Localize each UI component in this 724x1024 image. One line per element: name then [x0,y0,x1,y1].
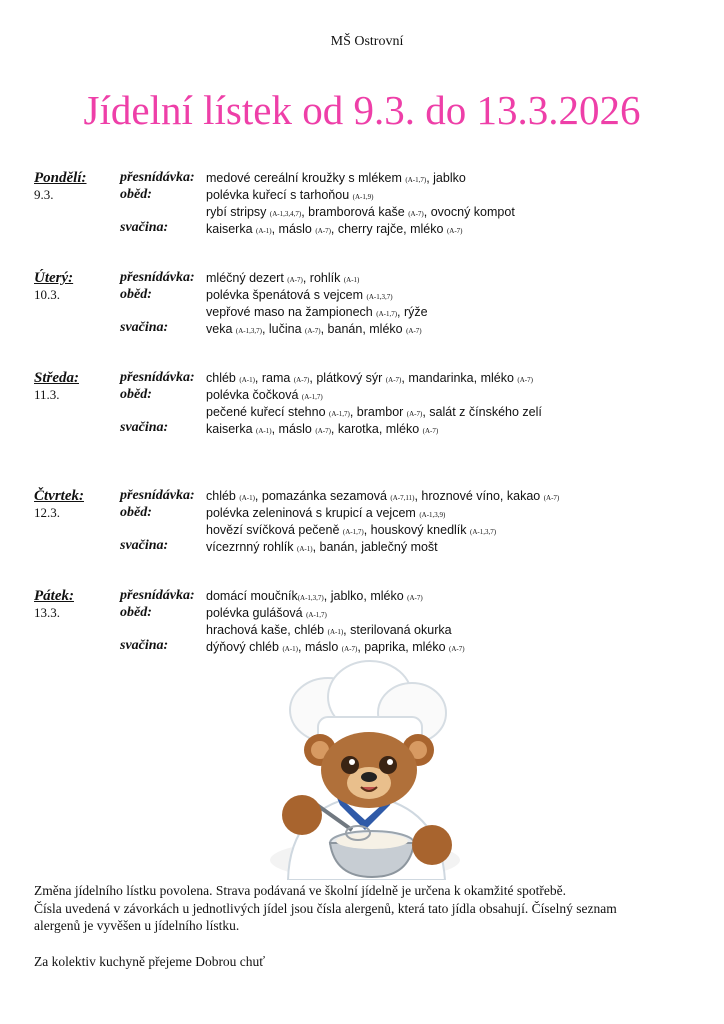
allergen-code: (A-1) [297,545,313,553]
dish-text: , cherry rajče, mléko [330,222,447,236]
menu-item-row [206,404,542,422]
meal-label-lunch: oběd: [120,387,152,402]
day-date: 13.3. [34,605,60,620]
day-date: 9.3. [34,187,54,202]
meal-label-snack-am: přesnídávka: [120,270,195,285]
dish-text: , jablko [426,171,466,185]
allergen-code: (A-1,3,9) [419,511,446,519]
allergen-code: (A-1) [327,628,344,636]
meal-label-lunch: oběd: [120,287,152,302]
dish-text: chléb [206,371,240,385]
menu-item-row [206,622,452,640]
allergen-code: (A-1,3,7) [470,528,497,536]
allergen-code: (A-1,3,7) [366,293,393,301]
menu-item-row [206,522,496,540]
dish-text: , bramborová kaše [301,205,409,219]
dish-text: , karotka, mléko [330,422,423,436]
dish-text: chléb [206,489,240,503]
menu-item-row [206,505,445,523]
allergen-code: (A-1) [282,645,298,653]
dish-text: kaiserka [206,422,257,436]
meal-label-snack-am: přesnídávka: [120,370,195,385]
menu-item-row [206,588,423,606]
allergen-code: (A-7) [305,327,321,335]
dish-text: , rýže [397,305,428,319]
dish-text: , plátkový sýr [309,371,386,385]
dish-text: dýňový chléb [206,640,283,654]
day-date: 10.3. [34,287,60,302]
dish-text: rybí stripsy [206,205,270,219]
allergen-code: (A-7) [406,410,423,418]
dish-text: , mandarinka, mléko [401,371,518,385]
dish-text: polévka zeleninová s krupicí a vejcem [206,506,420,520]
dish-text: , brambor [349,405,407,419]
menu-item-row [206,304,428,322]
dish-text: , máslo [298,640,342,654]
allergen-code: (A-1,7) [306,611,327,619]
meal-label-snack-pm: svačina: [120,420,169,435]
allergen-code: (A-1) [343,276,360,284]
day-name: Středa: [34,370,79,386]
meal-label-lunch: oběd: [120,605,152,620]
meal-label-snack-am: přesnídávka: [120,170,195,185]
menu-item-row [206,539,438,557]
dish-text: polévka gulášová [206,606,307,620]
dish-text: , houskový knedlík [363,523,471,537]
allergen-code: (A-7,11) [390,494,415,502]
allergen-code: (A-1,7) [329,410,350,418]
meal-label-lunch: oběd: [120,187,152,202]
dish-text: , jablko, mléko [323,589,408,603]
dish-text: , banán, jablečný mošt [312,540,438,554]
meal-label-lunch: oběd: [120,505,152,520]
dish-text: medové cereální kroužky s mlékem [206,171,406,185]
allergen-code: (A-1,7) [376,310,398,318]
menu-item-row [206,170,466,188]
menu-item-row [206,204,515,222]
footer-line: alergenů je vyvěšen u jídelního lístku. [34,918,240,933]
allergen-code: (A-7) [315,427,331,435]
dish-text: vepřové maso na žampionech [206,305,377,319]
day-date: 12.3. [34,505,60,520]
allergen-code: (A-7) [408,210,424,218]
allergen-code: (A-7) [385,376,402,384]
allergen-code: (A-1,7) [301,393,323,401]
allergen-code: (A-7) [407,594,423,602]
dish-text: , ovocný kompot [423,205,515,219]
dish-text: , paprika, mléko [357,640,450,654]
dish-text: mléčný dezert [206,271,288,285]
dish-text: , máslo [271,222,316,236]
allergen-code: (A-7) [406,327,422,335]
meal-label-snack-am: přesnídávka: [120,488,195,503]
allergen-code: (A-1) [239,376,255,384]
dish-text: , salát z čínského zelí [422,405,542,419]
meal-label-snack-pm: svačina: [120,638,169,653]
allergen-code: (A-1,3,4,7) [269,210,302,218]
dish-text: hrachová kaše, chléb [206,623,328,637]
dish-text: hovězí svíčková pečeně [206,523,343,537]
menu-item-row [206,488,559,506]
menu-item-row [206,187,373,205]
allergen-code: (A-1) [256,227,272,235]
allergen-code: (A-7) [449,645,465,653]
dish-text: kaiserka [206,222,257,236]
dish-text: vícezrnný rohlík [206,540,298,554]
allergen-code: (A-7) [422,427,439,435]
menu-item-row [206,387,323,405]
greeting: Za kolektiv kuchyně přejeme Dobrou chuť [34,954,266,969]
allergen-code: (A-7) [287,276,303,284]
meal-label-snack-pm: svačina: [120,220,169,235]
dish-text: , rohlík [302,271,344,285]
dish-text: , lučina [261,322,306,336]
allergen-code: (A-7) [341,645,358,653]
allergen-code: (A-1,7) [405,176,427,184]
day-name: Čtvrtek: [34,488,84,504]
day-name: Pátek: [34,588,74,604]
meal-label-snack-pm: svačina: [120,538,169,553]
menu-item-row [206,370,533,388]
menu-item-row [206,605,327,623]
dish-text: , hroznové víno, kakao [414,489,544,503]
dish-text: , sterilovaná okurka [343,623,452,637]
menu-item-row [206,421,438,439]
dish-text: pečené kuřecí stehno [206,405,329,419]
day-name: Úterý: [34,270,74,286]
allergen-code: (A-7) [517,376,533,384]
chef-bear-icon [240,655,490,880]
allergen-code: (A-1,3,7) [235,327,262,335]
dish-text: veka [206,322,236,336]
menu-item-row [206,270,359,288]
dish-text: , pomazánka sezamová [254,489,391,503]
allergen-code: (A-7) [543,494,560,502]
dish-text: , banán, mléko [320,322,407,336]
dish-text: , rama [254,371,294,385]
allergen-code: (A-1) [256,427,272,435]
dish-text: polévka špenátová s vejcem [206,288,367,302]
dish-text: polévka čočková [206,388,302,402]
allergen-code: (A-7) [293,376,310,384]
dish-text: , máslo [271,422,316,436]
allergen-code: (A-1,9) [352,193,374,201]
day-date: 11.3. [34,387,60,402]
menu-item-row [206,287,393,305]
meal-label-snack-am: přesnídávka: [120,588,195,603]
page-title: Jídelní lístek od 9.3. do 13.3.2026 [83,87,641,133]
allergen-code: (A-7) [315,227,331,235]
dish-text: polévka kuřecí s tarhoňou [206,188,353,202]
meal-label-snack-pm: svačina: [120,320,169,335]
allergen-code: (A-1) [239,494,255,502]
menu-item-row [206,221,463,239]
day-name: Pondělí: [34,170,87,186]
school-name: MŠ Ostrovní [330,34,404,49]
allergen-code: (A-1,3,7) [297,594,324,602]
footer-notice [34,882,694,935]
footer-line: Změna jídelního lístku povolena. Strava podávaná ve školní jídelně je určena k okamžité spotřebě. [34,883,566,898]
allergen-code: (A-1,7) [342,528,364,536]
dish-text: domácí moučník [206,589,298,603]
allergen-code: (A-7) [446,227,463,235]
menu-item-row [206,321,422,339]
footer-line: Čísla uvedená v závorkách u jednotlivých jídel jsou čísla alergenů, která tato jídla obsahují. Číselný seznam [34,900,617,916]
